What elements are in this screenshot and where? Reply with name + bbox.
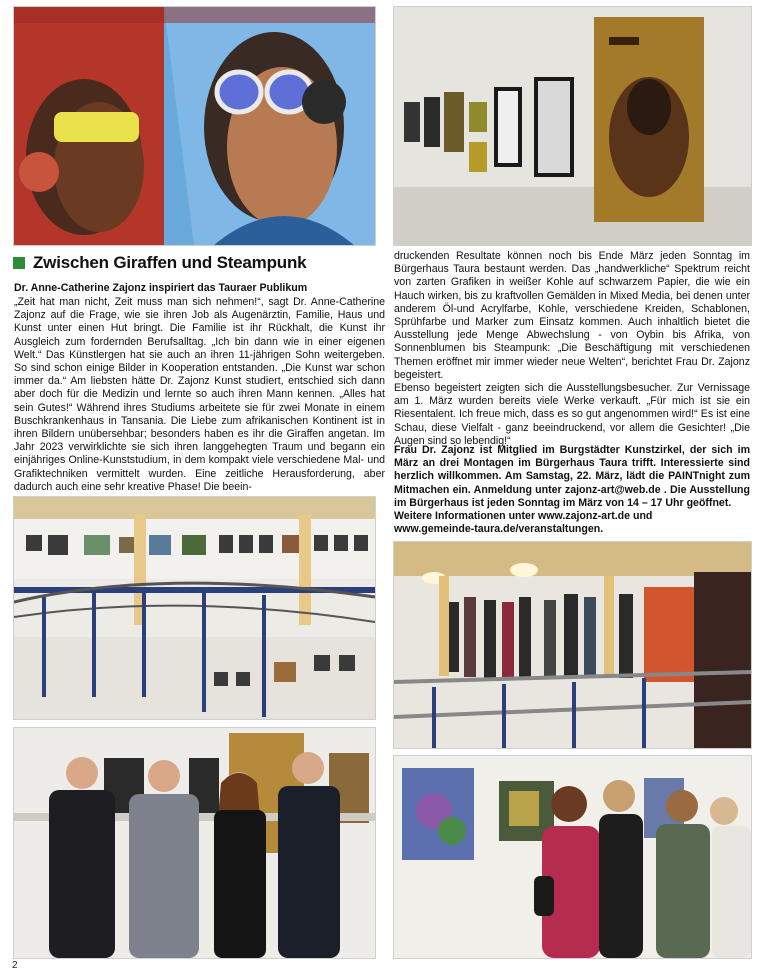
- column-2-paragraph-b: Ebenso begeistert zeigten sich die Ausstellungsbesucher. Zur Vernissage am 1. März wurden bereits viele Werke verkauft. „Für mich ist sie ein Riesentalent. Ich freue mich, dass es so gut angenommen wird!“ Es ist eine Schau, diese Vielfalt - ganz beeindruckend, vor allem die Gesichter! „Die Augen sind so lebendig!“: [394, 382, 750, 447]
- visitors-paintings-image: [394, 756, 751, 958]
- painting-faces-image: [14, 7, 375, 245]
- photo-group-portrait: [13, 727, 376, 959]
- info-box: [394, 444, 750, 536]
- gallery-hall-image: [14, 497, 375, 719]
- column-1-paragraph: „Zeit hat man nicht, Zeit muss man sich nehmen!“, sagt Dr. Anne-Catherine Zajonz auf die Frage, wie sie ihren Job als Augenärztin, Familie, Haus und Kunst unter einen Hut bringt. Die Familie ist ihr Rückhalt, die Kunst ihr Ausgleich zum fordernden Berufsalltag. „Ich bin dann wie in einer eigenen Welt.“ Das Künstlergen hat sie auch an ihren 11-jährigen Sohn weitergeben. So sind schon einige Bilder in Kooperation entstanden. „Die Kunst war schon immer da.“ Am liebsten hätte Dr. Zajonz Kunst studiert, entschied sich dann aber doch für die Medizin und lernte so auch ihren Mann kennen. „Alles hat sein Gutes!“ Während ihres Studiums arbeitete sie für zwei Monate in einem Buschkrankenhaus in Tansania. Die Liebe zum afrikanischen Kontinent ist in ihren Bildern unübersehbar; besonders haben es ihr die Giraffen angetan. Im Jahr 2023 verwirklichte sie sich ihren langgehegten Traum und begann ein einjähriges Online-Kunststudium, in dem kompakt viele verschiedene Mal- und Grafiktechniken vermittelt wurden. Eine zeitliche Herausforderung, aber dadurch auch eine sehr kreative Phase! Die beein-: [14, 296, 385, 493]
- column-2-paragraph: druckenden Resultate können noch bis Ende März jeden Sonntag im Bürgerhaus Taura bestaunt werden. Das „handwerkliche“ Spektrum reicht von zarten Grafiken in weißer Kohle auf schwarzem Papier, die wie ein Hauch wirken, bis zu kraftvollen Gemälden in Mixed Media, bei denen unter anderem Öl-und Acrylfarbe, Kohle, verschiedene Kreiden, Schablonen, Sprühfarbe und Marker zum Einsatz kommen. Auch inhaltlich bietet die Ausstellung jede Menge Abwechslung - von Oybin bis Afrika, von Sonnenblumen bis Steampunk: „Die Beschäftigung mit verschiedenen Themen eröffnet mir immer wieder neue Welten“, berichtet Frau Dr. Zajonz begeistert.: [394, 250, 750, 381]
- photo-painting-faces: [13, 6, 376, 246]
- headline-text: Zwischen Giraffen und Steampunk: [33, 253, 307, 272]
- article-column-2: [394, 250, 750, 448]
- visitors-upper-image: [394, 542, 751, 748]
- photo-gallery-wall: [393, 6, 752, 246]
- group-portrait-image: [14, 728, 375, 958]
- photo-visitors-upper: [393, 541, 752, 749]
- photo-gallery-hall: [13, 496, 376, 720]
- article-column-1: [14, 296, 385, 494]
- photo-visitors-paintings: [393, 755, 752, 959]
- article-headline: [13, 250, 383, 276]
- article-subheadline: Dr. Anne-Catherine Zajonz inspiriert das Tauraer Publikum: [14, 282, 308, 294]
- gallery-wall-image: [394, 7, 751, 245]
- info-links-line-1: Weitere Informationen unter www.zajonz-art.de und: [394, 510, 653, 523]
- info-links-line-2: www.gemeinde-taura.de/veranstaltungen.: [394, 523, 604, 536]
- headline-square-icon: [13, 257, 25, 269]
- page-number: 2: [12, 960, 18, 971]
- info-paragraph: Frau Dr. Zajonz ist Mitglied im Burgstädter Kunstzirkel, der sich im März an drei Montagen im Bürgerhaus Taura trifft. Interessierte sind herzlich willkommen. Am Samstag, 22. März, lädt die PAINTnight zum Mitmachen ein. Anmeldung unter zajonz-art@web.de . Die Ausstellung im Bürgerhaus ist jeden Sonntag im März von 14 – 17 Uhr geöffnet.: [394, 444, 750, 509]
